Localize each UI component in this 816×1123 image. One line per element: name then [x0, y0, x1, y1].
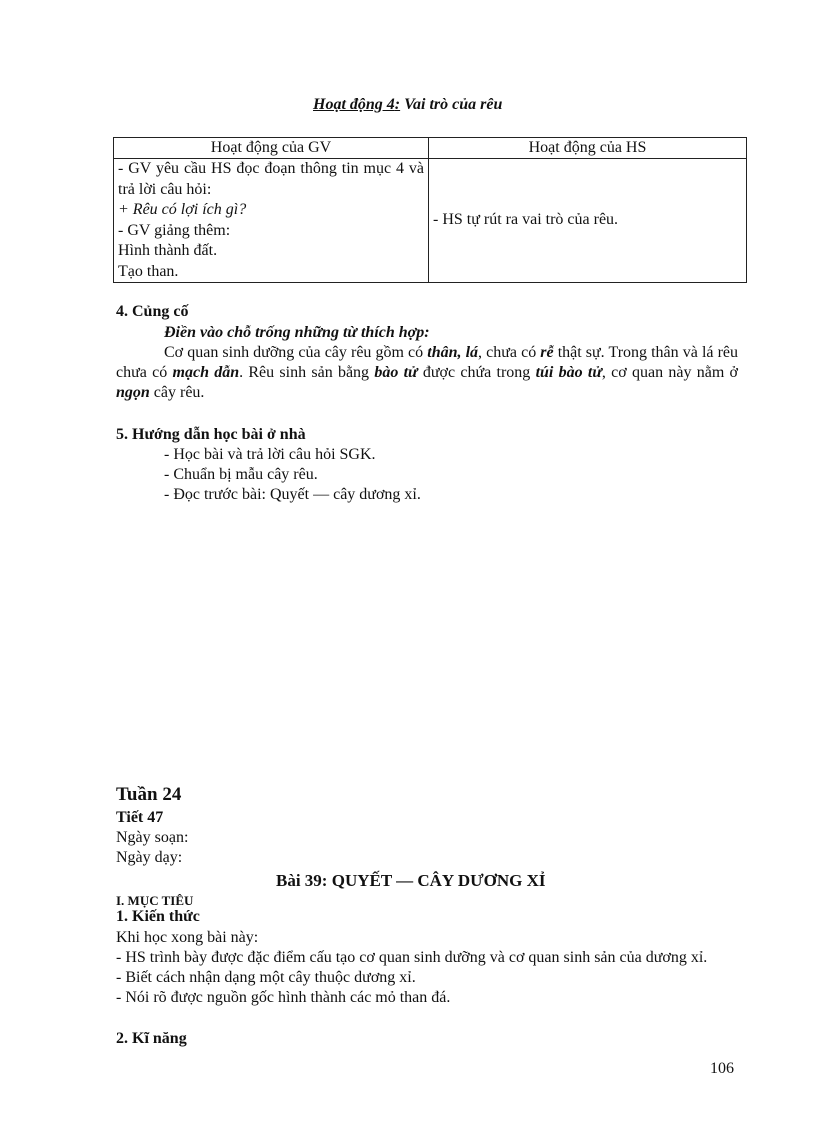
- activity-title: Vai trò của rêu: [400, 96, 503, 113]
- list-item: - Chuẩn bị mẫu cây rêu.: [164, 466, 318, 483]
- list-item: - Nói rõ được nguồn gốc hình thành các mỏ than đá.: [116, 989, 451, 1006]
- week-label: Tuần 24: [116, 784, 182, 805]
- gv-question: + Rêu có lợi ích gì?: [118, 201, 247, 218]
- activity-label: Hoạt động 4: [313, 96, 395, 113]
- lesson-label: Bài 39:: [276, 871, 328, 890]
- section4-instruction: Điền vào chỗ trống những từ thích hợp:: [164, 324, 430, 341]
- text-run: , cơ quan này nằm ở: [601, 364, 739, 381]
- list-item: - Đọc trước bài: Quyết — cây dương xỉ.: [164, 486, 421, 503]
- answer-word: bào tử: [374, 364, 418, 381]
- hs-cell: - HS tự rút ra vai trò của rêu.: [429, 159, 747, 283]
- list-item: - Biết cách nhận dạng một cây thuộc dương xỉ.: [116, 969, 416, 986]
- activity-table: [113, 137, 747, 283]
- prep-date: Ngày soạn:: [116, 829, 189, 846]
- gv-line: Tạo than.: [118, 262, 179, 280]
- answer-word: túi bào tử: [535, 364, 602, 381]
- text-run: thật sự. Trong thân và lá rêu chưa có: [116, 344, 739, 381]
- list-item: - HS trình bày được đặc điểm cấu tạo cơ quan sinh dưỡng và cơ quan sinh sản của dương xỉ.: [116, 949, 708, 966]
- section4-paragraph: [116, 343, 738, 403]
- objectives-heading: I. MỤC TIÊU: [116, 893, 194, 908]
- section4-title: 4. Củng cố: [116, 303, 189, 320]
- text-run: được chứa trong: [417, 364, 536, 381]
- text-run: Cơ quan sinh dưỡng của cây rêu gồm có: [164, 344, 428, 361]
- header-hs: Hoạt động của HS: [429, 138, 747, 159]
- text-run: , chưa có: [478, 344, 541, 361]
- gv-line: Hình thành đất.: [118, 242, 218, 259]
- answer-word: ngọn: [116, 384, 150, 401]
- lesson-name: QUYẾT — CÂY DƯƠNG XỈ: [327, 871, 546, 890]
- period-label: Tiết 47: [116, 809, 164, 826]
- answer-word: thân, lá: [427, 344, 479, 361]
- knowledge-heading: 1. Kiến thức: [116, 908, 200, 925]
- gv-line: - GV giảng thêm:: [118, 221, 231, 239]
- lesson-title: [276, 870, 546, 892]
- text-run: cây rêu.: [149, 384, 205, 401]
- table-row: [114, 159, 747, 283]
- activity-heading: [313, 96, 613, 114]
- gv-line: - GV yêu cầu HS đọc đoạn thông tin mục 4 và trả lời câu hỏi:: [118, 160, 424, 198]
- header-gv: Hoạt động của GV: [114, 138, 429, 159]
- teach-date: Ngày dạy:: [116, 849, 183, 866]
- section5-list: [164, 445, 421, 505]
- skills-heading: 2. Kĩ năng: [116, 1030, 187, 1047]
- gv-cell: [114, 159, 429, 283]
- page-number: 106: [710, 1060, 734, 1077]
- section5-title: 5. Hướng dẫn học bài ở nhà: [116, 426, 306, 443]
- answer-word: rễ: [540, 344, 554, 361]
- activity-separator: :: [394, 96, 401, 113]
- intro-line: Khi học xong bài này:: [116, 929, 259, 946]
- text-run: . Rêu sinh sản bằng: [239, 364, 375, 381]
- list-item: - Học bài và trả lời câu hỏi SGK.: [164, 446, 376, 463]
- answer-word: mạch dẫn: [172, 364, 240, 381]
- table-header-row: [114, 138, 747, 159]
- objective-list: [116, 948, 738, 1008]
